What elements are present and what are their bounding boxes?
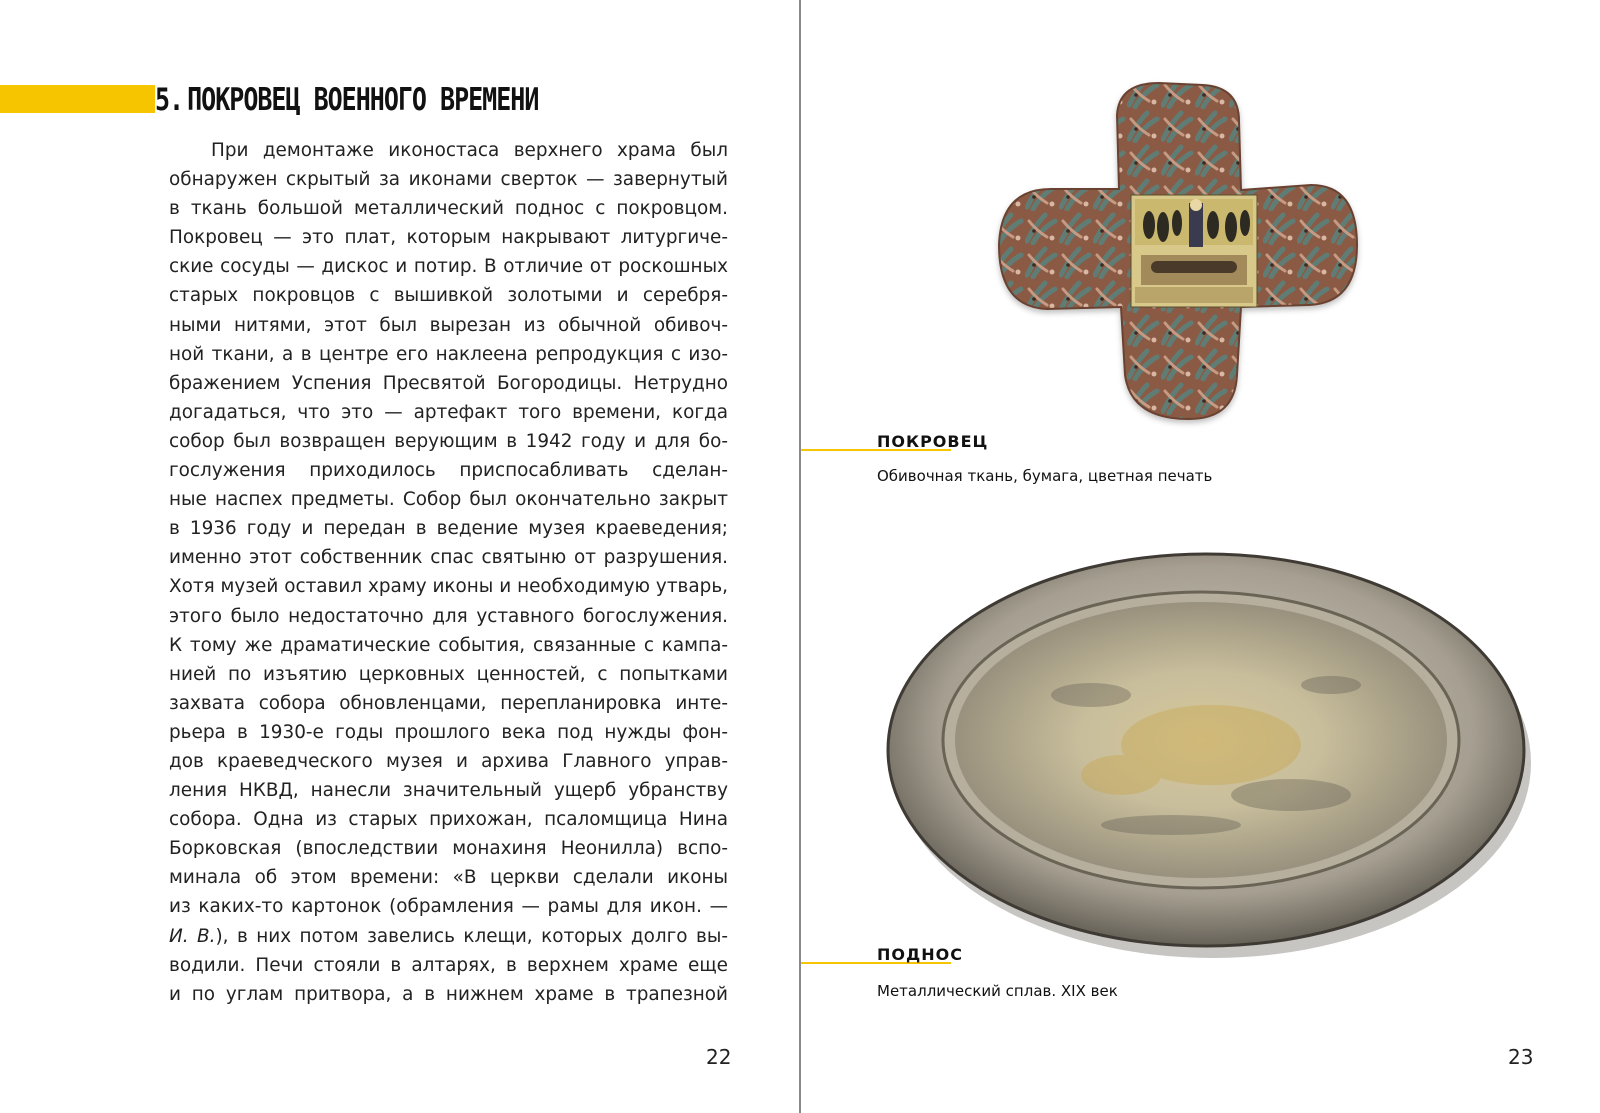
text-line: в ткань большой металлический поднос с покровцом. [169,198,728,220]
left-page [0,0,799,1113]
text-line: старых покровцов с вышивкой золотыми и серебря- [169,285,728,307]
text-line: К тому же драматические события, связанные с кампа- [169,634,728,656]
text-line: из каких-то картонок (обрамления — рамы для икон. — [169,896,728,918]
text-line: При демонтаже иконостаса верхнего храма был [211,140,728,161]
text-line: догадаться, что это — артефакт того времени, когда [169,401,728,423]
italic-line-rest: ), в них потом завелись клещи, которых долго вы- [215,925,728,947]
text-line: гослужения приходилось приспосабливать сделан- [169,460,728,482]
tray-photo [871,535,1541,965]
page-number-left: 22 [706,1045,732,1069]
text-line: ные наспех предметы. Собор был окончательно закрыт [169,489,728,511]
pokrovets-photo [991,75,1391,435]
text-line: Борковская (впоследствии монахиня Неонилла) вспо- [169,838,728,860]
text-line: собора. Одна из старых прихожан, псаломщица Нина [169,809,728,831]
text-line: собор был возвращен верующим в 1942 году и для бо- [169,430,728,452]
text-line: обнаружен скрытый за иконами сверток — завернутый [169,169,728,191]
section-title: ПОКРОВЕЦ ВОЕННОГО ВРЕМЕНИ [187,81,539,118]
section-number: 5. [155,81,184,118]
page-number-right: 23 [1508,1045,1534,1069]
body-text [169,136,728,1009]
text-line: ными нитями, этот был вырезан из обычной обивоч- [169,314,728,336]
heading-accent-bar [0,85,155,113]
text-line: Покровец — это плат, которым накрывают литургиче- [169,227,728,249]
text-line: нией по изъятию церковных ценностей, с попытками [169,663,728,685]
text-line: этого было недостаточно для уставного богослужения. [169,605,728,627]
text-line: водили. Печи стояли в алтарях, в верхнем храме еще [169,954,728,976]
text-line: и по углам притвора, а в нижнем храме в трапезной [169,983,728,1005]
text-line: ления НКВД, нанесли значительный ущерб убранству [169,780,728,802]
text-line-with-italic [169,922,728,951]
podnos-caption-title: ПОДНОС [877,945,963,964]
text-line: захвата собора обновленцами, перепланировка инте- [169,692,728,714]
section-heading [155,80,538,120]
text-line: именно этот собственник спас святыню от разрушения. [169,547,728,569]
text-line: ной ткани, а в центре его наклеена репродукция с изо- [169,343,728,365]
text-line: рьера в 1930-е годы прошлого века под нужды фон- [169,721,728,743]
podnos-caption-subtitle: Металлический сплав. XIX век [877,982,1118,1000]
text-line: ские сосуды — дискос и потир. В отличие от роскошных [169,256,728,278]
text-line: бражением Успения Пресвятой Богородицы. Нетрудно [169,372,728,394]
pokrovets-caption-title: ПОКРОВЕЦ [877,432,989,451]
text-line: в 1936 году и передан в ведение музея краеведения; [169,518,728,540]
right-page [801,0,1600,1113]
italic-initials: И. В. [169,925,216,947]
pokrovets-caption-subtitle: Обивочная ткань, бумага, цветная печать [877,467,1213,485]
text-line: дов краеведческого музея и архива Главного управ- [169,750,728,772]
text-line: минала об этом времени: «В церкви сделали иконы [169,867,728,889]
text-line: Хотя музей оставил храму иконы и необходимую утварь, [169,576,728,598]
